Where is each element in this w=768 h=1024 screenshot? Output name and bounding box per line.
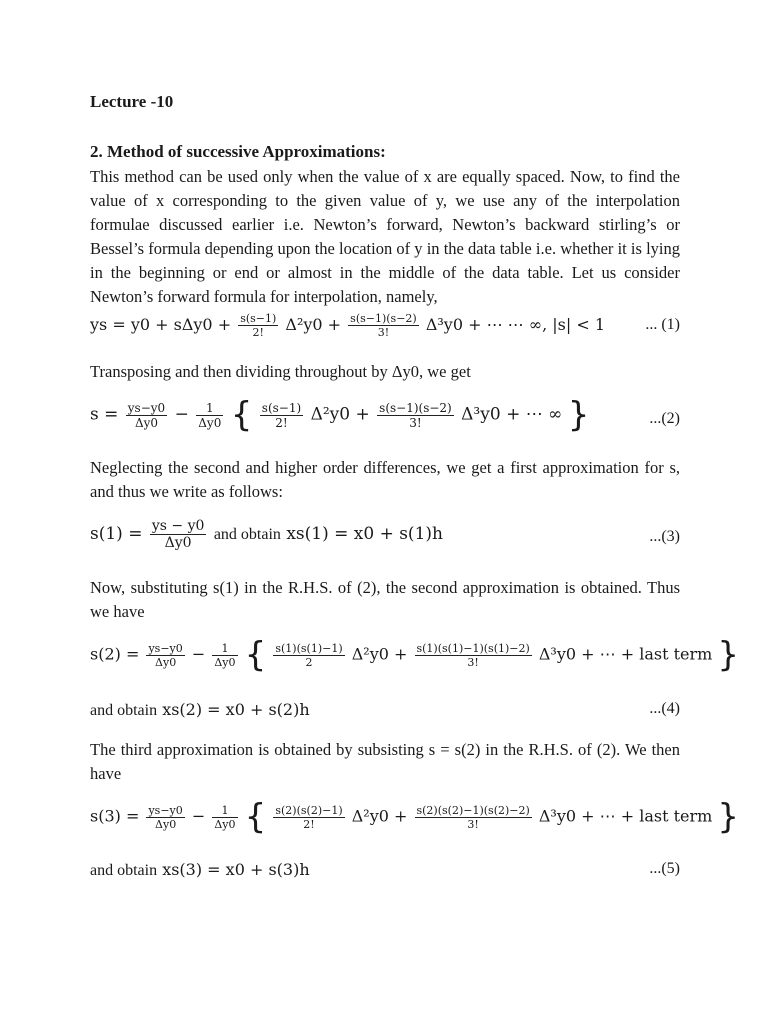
- eq4-t3-den: 3!: [467, 655, 479, 669]
- eq5-left-brace: {: [244, 797, 267, 837]
- equation-4b: [90, 700, 680, 720]
- equation-2: [90, 395, 680, 435]
- eq2-frac1: [126, 401, 167, 430]
- eq2-f2-den: Δy0: [198, 415, 222, 430]
- eq4b-number: ...(4): [649, 700, 680, 717]
- eq5b-rhs: xs(3) = x0 + s(3)h: [162, 860, 310, 879]
- eq5-f2-num: 1: [212, 804, 237, 818]
- eq4-term3: [415, 642, 532, 669]
- eq1-t2-num: s(s−1): [240, 312, 277, 325]
- equation-3: [90, 518, 680, 551]
- eq2-t2-tail: Δ²y0 +: [310, 404, 370, 425]
- lecture-title: Lecture -10: [90, 92, 174, 111]
- eq3-num: ys − y0: [151, 518, 205, 534]
- eq1-t2-tail: Δ²y0 +: [285, 315, 342, 334]
- eq4-right-brace: }: [717, 635, 740, 675]
- eq4-t3-tail: Δ³y0 + ⋯ + last term: [538, 644, 713, 664]
- eq1-term2-fraction: [238, 312, 278, 339]
- eq3-rhs: xs(1) = x0 + s(1)h: [286, 524, 443, 544]
- eq2-f1-den: Δy0: [134, 415, 159, 430]
- eq2-t3-den: 3!: [409, 415, 422, 430]
- eq4b-rhs: xs(2) = x0 + s(2)h: [162, 700, 310, 719]
- eq4-t2-den: 2: [305, 655, 313, 669]
- eq2-f1-num: ys−y0: [127, 400, 166, 415]
- eq3-lhs: s(1) =: [90, 524, 143, 544]
- eq4-f2-den: Δy0: [214, 655, 236, 669]
- eq5-t2-num: s(2)(s(2)−1): [275, 803, 343, 817]
- eq4-t3-num: s(1)(s(1)−1)(s(1)−2): [416, 641, 530, 655]
- eq2-t2-den: 2!: [275, 415, 288, 430]
- eq5-f2-den: Δy0: [214, 817, 236, 831]
- eq4-lhs: s(2) =: [90, 644, 140, 664]
- eq5-t3-num: s(2)(s(2)−1)(s(2)−2): [416, 803, 530, 817]
- eq2-number: ...(2): [649, 410, 680, 427]
- eq4-f2-num: 1: [212, 642, 237, 656]
- equation-5b: [90, 860, 680, 880]
- equation-1: [90, 312, 680, 339]
- eq5-f1-num: ys−y0: [148, 803, 183, 817]
- eq2-term3: [377, 401, 454, 430]
- eq4-t2-num: s(1)(s(1)−1): [275, 641, 343, 655]
- eq5-f1-den: Δy0: [155, 817, 177, 831]
- eq2-lhs: s =: [90, 404, 119, 425]
- eq4b-text: and obtain: [90, 702, 158, 719]
- eq2-left-brace: {: [230, 395, 253, 435]
- eq5-t3-tail: Δ³y0 + ⋯ + last term: [538, 806, 713, 826]
- substitution-paragraph: Now, substituting s(1) in the R.H.S. of (2), the second approximation is obtained. Thus we have: [90, 578, 680, 621]
- third-approx-paragraph: The third approximation is obtained by subsisting s = s(2) in the R.H.S. of (2). We then have: [90, 740, 680, 783]
- eq1-lhs: ys = y0 + sΔy0 +: [90, 315, 232, 334]
- eq2-frac2: [196, 401, 223, 430]
- eq2-term2: [260, 401, 303, 430]
- eq4-f1-den: Δy0: [155, 655, 177, 669]
- eq5b-number: ...(5): [649, 860, 680, 877]
- eq5-right-brace: }: [717, 797, 740, 837]
- eq4-f1-num: ys−y0: [148, 641, 183, 655]
- eq2-right-brace: }: [567, 395, 590, 435]
- eq5-term3: [415, 804, 532, 831]
- neglect-paragraph: Neglecting the second and higher order differences, we get a first approximation for s, and thus we write as follows:: [90, 458, 680, 501]
- eq2-minus: −: [174, 404, 189, 425]
- eq3-den: Δy0: [164, 535, 192, 551]
- eq1-t3-den: 3!: [377, 326, 390, 339]
- eq3-fraction: [150, 518, 207, 551]
- eq5-frac1: [146, 804, 184, 831]
- eq5-term2: [273, 804, 344, 831]
- eq1-t3-tail: Δ³y0 + ⋯ ⋯ ∞, |s| < 1: [425, 315, 605, 334]
- eq4-minus: −: [191, 644, 206, 664]
- transpose-paragraph: Transposing and then dividing throughout by Δy0, we get: [90, 362, 471, 381]
- eq3-mid-text: and obtain: [213, 526, 281, 543]
- eq4-t2-tail: Δ²y0 +: [351, 644, 408, 664]
- eq2-t3-num: s(s−1)(s−2): [379, 400, 452, 415]
- eq5-lhs: s(3) =: [90, 806, 140, 826]
- eq5-minus: −: [191, 806, 206, 826]
- eq4-term2: [273, 642, 344, 669]
- eq4-left-brace: {: [244, 635, 267, 675]
- eq4-frac1: [146, 642, 184, 669]
- eq1-term3-fraction: [348, 312, 419, 339]
- eq1-t2-den: 2!: [252, 326, 264, 339]
- eq5-t2-den: 2!: [303, 817, 315, 831]
- eq2-t2-num: s(s−1): [261, 400, 302, 415]
- eq5-frac2: [212, 804, 237, 831]
- eq4-frac2: [212, 642, 237, 669]
- eq2-t3-tail: Δ³y0 + ⋯ ∞: [461, 404, 563, 425]
- eq5-t3-den: 3!: [467, 817, 479, 831]
- equation-5: [90, 797, 740, 837]
- equation-4: [90, 635, 740, 675]
- eq1-number: ... (1): [645, 316, 680, 333]
- eq3-number: ...(3): [649, 528, 680, 545]
- eq1-t3-num: s(s−1)(s−2): [350, 312, 417, 325]
- eq2-f2-num: 1: [196, 401, 223, 416]
- intro-paragraph: This method can be used only when the value of x are equally spaced. Now, to find the value of x corresponding to the given value of y, we use any of the interpolation formulae discussed earlier i.e. Newton’s forward, Newton’s backward stirling’s or Bessel’s formula depending upon the location of y in the data table i.e. whether it is lying in the beginning or end or almost in the middle of the data table. Let us consider Newton’s forward formula for interpolation, namely,: [90, 167, 680, 306]
- section-heading: 2. Method of successive Approximations:: [90, 142, 386, 161]
- eq5b-text: and obtain: [90, 862, 158, 879]
- eq5-t2-tail: Δ²y0 +: [351, 806, 408, 826]
